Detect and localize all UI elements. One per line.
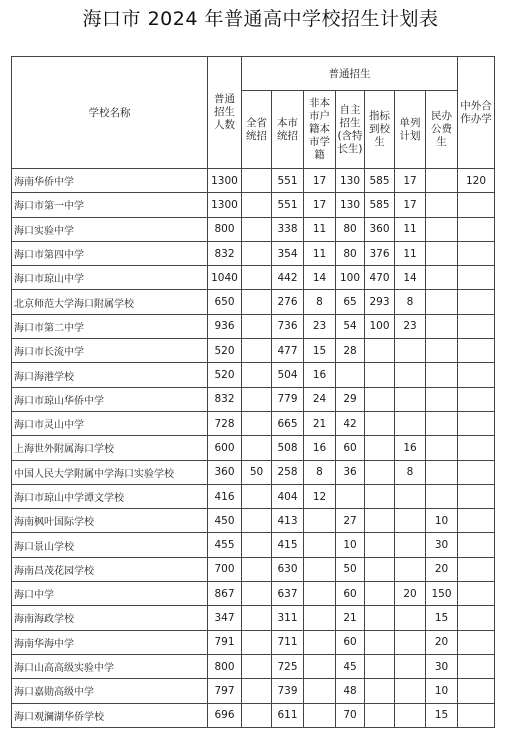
- autonomous-cell: 21: [336, 606, 365, 630]
- nonlocal-cell: 17: [304, 193, 336, 217]
- separate-cell: [395, 509, 426, 533]
- separate-cell: [395, 630, 426, 654]
- nonlocal-cell: [304, 557, 336, 581]
- city-cell: 551: [272, 169, 304, 193]
- total-cell: 867: [208, 582, 242, 606]
- table-row: [12, 387, 495, 411]
- provincial-cell: [242, 411, 272, 435]
- separate-cell: 17: [395, 169, 426, 193]
- provincial-cell: 50: [242, 460, 272, 484]
- table-row: [12, 606, 495, 630]
- nonlocal-cell: 8: [304, 460, 336, 484]
- total-cell: 700: [208, 557, 242, 581]
- provincial-cell: [242, 630, 272, 654]
- separate-cell: 8: [395, 290, 426, 314]
- provincial-cell: [242, 484, 272, 508]
- quota-cell: [365, 533, 395, 557]
- private-public-cell: 15: [426, 703, 458, 727]
- autonomous-cell: 60: [336, 582, 365, 606]
- private-public-cell: 10: [426, 679, 458, 703]
- autonomous-cell: 60: [336, 436, 365, 460]
- separate-cell: 14: [395, 266, 426, 290]
- quota-cell: 100: [365, 314, 395, 338]
- total-cell: 520: [208, 339, 242, 363]
- separate-cell: [395, 363, 426, 387]
- enrollment-plan-table: [11, 56, 495, 728]
- quota-cell: [365, 582, 395, 606]
- sino-foreign-cell: [458, 533, 495, 557]
- autonomous-cell: 50: [336, 557, 365, 581]
- city-cell: 415: [272, 533, 304, 557]
- header-autonomous: 自主招生(含特长生): [336, 91, 365, 169]
- sino-foreign-cell: [458, 703, 495, 727]
- quota-cell: [365, 703, 395, 727]
- separate-cell: 17: [395, 193, 426, 217]
- autonomous-cell: 60: [336, 630, 365, 654]
- private-public-cell: 10: [426, 509, 458, 533]
- school-name-cell: 海口观澜湖华侨学校: [12, 703, 208, 727]
- table-row: [12, 509, 495, 533]
- quota-cell: 470: [365, 266, 395, 290]
- provincial-cell: [242, 193, 272, 217]
- city-cell: 711: [272, 630, 304, 654]
- sino-foreign-cell: [458, 606, 495, 630]
- city-cell: 276: [272, 290, 304, 314]
- autonomous-cell: 42: [336, 411, 365, 435]
- city-cell: 504: [272, 363, 304, 387]
- header-nonlocal: 非本市户籍本市学籍: [304, 91, 336, 169]
- sino-foreign-cell: [458, 314, 495, 338]
- sino-foreign-cell: 120: [458, 169, 495, 193]
- city-cell: 736: [272, 314, 304, 338]
- separate-cell: [395, 679, 426, 703]
- quota-cell: [365, 363, 395, 387]
- separate-cell: [395, 557, 426, 581]
- school-name-cell: 上海世外附属海口学校: [12, 436, 208, 460]
- school-name-cell: 海口市琼山中学: [12, 266, 208, 290]
- autonomous-cell: 65: [336, 290, 365, 314]
- separate-cell: [395, 654, 426, 678]
- separate-cell: [395, 533, 426, 557]
- private-public-cell: [426, 266, 458, 290]
- total-cell: 520: [208, 363, 242, 387]
- nonlocal-cell: [304, 703, 336, 727]
- sino-foreign-cell: [458, 654, 495, 678]
- school-name-cell: 海南海政学校: [12, 606, 208, 630]
- total-cell: 800: [208, 654, 242, 678]
- school-name-cell: 中国人民大学附属中学海口实验学校: [12, 460, 208, 484]
- quota-cell: [365, 339, 395, 363]
- total-cell: 1300: [208, 169, 242, 193]
- separate-cell: [395, 484, 426, 508]
- total-cell: 1300: [208, 193, 242, 217]
- header-private-public: 民办公费生: [426, 91, 458, 169]
- table-row: [12, 654, 495, 678]
- header-quota: 指标到校生: [365, 91, 395, 169]
- header-school-name: 学校名称: [12, 57, 208, 169]
- school-name-cell: 海南华侨中学: [12, 169, 208, 193]
- nonlocal-cell: [304, 654, 336, 678]
- sino-foreign-cell: [458, 582, 495, 606]
- autonomous-cell: 29: [336, 387, 365, 411]
- sino-foreign-cell: [458, 217, 495, 241]
- sino-foreign-cell: [458, 339, 495, 363]
- nonlocal-cell: [304, 509, 336, 533]
- total-cell: 347: [208, 606, 242, 630]
- nonlocal-cell: 11: [304, 217, 336, 241]
- autonomous-cell: 70: [336, 703, 365, 727]
- sino-foreign-cell: [458, 630, 495, 654]
- private-public-cell: [426, 241, 458, 265]
- separate-cell: [395, 387, 426, 411]
- table-row: [12, 169, 495, 193]
- table-row: [12, 460, 495, 484]
- nonlocal-cell: 16: [304, 363, 336, 387]
- provincial-cell: [242, 217, 272, 241]
- provincial-cell: [242, 582, 272, 606]
- school-name-cell: 海南昌茂花园学校: [12, 557, 208, 581]
- autonomous-cell: [336, 363, 365, 387]
- header-general-group: 普通招生: [242, 57, 458, 91]
- autonomous-cell: 80: [336, 241, 365, 265]
- table-row: [12, 703, 495, 727]
- autonomous-cell: 130: [336, 193, 365, 217]
- school-name-cell: 海口市第二中学: [12, 314, 208, 338]
- table-row: [12, 533, 495, 557]
- city-cell: 338: [272, 217, 304, 241]
- private-public-cell: [426, 411, 458, 435]
- city-cell: 739: [272, 679, 304, 703]
- city-cell: 442: [272, 266, 304, 290]
- total-cell: 360: [208, 460, 242, 484]
- quota-cell: [365, 460, 395, 484]
- nonlocal-cell: [304, 630, 336, 654]
- separate-cell: [395, 606, 426, 630]
- quota-cell: [365, 679, 395, 703]
- autonomous-cell: 48: [336, 679, 365, 703]
- total-cell: 1040: [208, 266, 242, 290]
- nonlocal-cell: [304, 679, 336, 703]
- table-row: [12, 363, 495, 387]
- city-cell: 413: [272, 509, 304, 533]
- school-name-cell: 海口市第一中学: [12, 193, 208, 217]
- quota-cell: [365, 606, 395, 630]
- provincial-cell: [242, 169, 272, 193]
- table-row: [12, 266, 495, 290]
- private-public-cell: [426, 339, 458, 363]
- provincial-cell: [242, 679, 272, 703]
- header-total: 普通招生人数: [208, 57, 242, 169]
- private-public-cell: 15: [426, 606, 458, 630]
- school-name-cell: 海南枫叶国际学校: [12, 509, 208, 533]
- sino-foreign-cell: [458, 387, 495, 411]
- school-name-cell: 海口市第四中学: [12, 241, 208, 265]
- table-row: [12, 582, 495, 606]
- sino-foreign-cell: [458, 436, 495, 460]
- school-name-cell: 海南华海中学: [12, 630, 208, 654]
- provincial-cell: [242, 314, 272, 338]
- sino-foreign-cell: [458, 679, 495, 703]
- private-public-cell: 30: [426, 533, 458, 557]
- total-cell: 416: [208, 484, 242, 508]
- private-public-cell: [426, 484, 458, 508]
- city-cell: 630: [272, 557, 304, 581]
- header-city: 本市统招: [272, 91, 304, 169]
- quota-cell: [365, 484, 395, 508]
- private-public-cell: 20: [426, 557, 458, 581]
- private-public-cell: [426, 387, 458, 411]
- nonlocal-cell: 8: [304, 290, 336, 314]
- nonlocal-cell: [304, 582, 336, 606]
- provincial-cell: [242, 290, 272, 314]
- provincial-cell: [242, 387, 272, 411]
- total-cell: 791: [208, 630, 242, 654]
- table-row: [12, 411, 495, 435]
- quota-cell: [365, 436, 395, 460]
- nonlocal-cell: 23: [304, 314, 336, 338]
- school-name-cell: 北京师范大学海口附属学校: [12, 290, 208, 314]
- school-name-cell: 海口市灵山中学: [12, 411, 208, 435]
- autonomous-cell: 36: [336, 460, 365, 484]
- quota-cell: [365, 630, 395, 654]
- sino-foreign-cell: [458, 363, 495, 387]
- quota-cell: 360: [365, 217, 395, 241]
- sino-foreign-cell: [458, 241, 495, 265]
- private-public-cell: [426, 436, 458, 460]
- provincial-cell: [242, 654, 272, 678]
- nonlocal-cell: 17: [304, 169, 336, 193]
- private-public-cell: [426, 217, 458, 241]
- sino-foreign-cell: [458, 460, 495, 484]
- table-row: [12, 339, 495, 363]
- autonomous-cell: 80: [336, 217, 365, 241]
- separate-cell: 11: [395, 217, 426, 241]
- table-row: [12, 679, 495, 703]
- nonlocal-cell: 14: [304, 266, 336, 290]
- city-cell: 637: [272, 582, 304, 606]
- school-name-cell: 海口中学: [12, 582, 208, 606]
- separate-cell: 20: [395, 582, 426, 606]
- sino-foreign-cell: [458, 557, 495, 581]
- total-cell: 832: [208, 241, 242, 265]
- table-row: [12, 630, 495, 654]
- city-cell: 477: [272, 339, 304, 363]
- quota-cell: [365, 557, 395, 581]
- sino-foreign-cell: [458, 509, 495, 533]
- school-name-cell: 海口海港学校: [12, 363, 208, 387]
- quota-cell: [365, 509, 395, 533]
- city-cell: 779: [272, 387, 304, 411]
- city-cell: 258: [272, 460, 304, 484]
- autonomous-cell: 130: [336, 169, 365, 193]
- nonlocal-cell: 24: [304, 387, 336, 411]
- table-row: [12, 557, 495, 581]
- private-public-cell: 150: [426, 582, 458, 606]
- city-cell: 311: [272, 606, 304, 630]
- total-cell: 800: [208, 217, 242, 241]
- school-name-cell: 海口山高高级实验中学: [12, 654, 208, 678]
- table-row: [12, 193, 495, 217]
- private-public-cell: [426, 314, 458, 338]
- nonlocal-cell: [304, 606, 336, 630]
- city-cell: 508: [272, 436, 304, 460]
- total-cell: 450: [208, 509, 242, 533]
- city-cell: 665: [272, 411, 304, 435]
- city-cell: 354: [272, 241, 304, 265]
- autonomous-cell: 54: [336, 314, 365, 338]
- city-cell: 404: [272, 484, 304, 508]
- private-public-cell: [426, 363, 458, 387]
- separate-cell: 8: [395, 460, 426, 484]
- provincial-cell: [242, 557, 272, 581]
- table-row: [12, 290, 495, 314]
- provincial-cell: [242, 241, 272, 265]
- city-cell: 611: [272, 703, 304, 727]
- private-public-cell: [426, 290, 458, 314]
- nonlocal-cell: [304, 533, 336, 557]
- table-row: [12, 436, 495, 460]
- private-public-cell: 20: [426, 630, 458, 654]
- quota-cell: [365, 654, 395, 678]
- autonomous-cell: 10: [336, 533, 365, 557]
- city-cell: 551: [272, 193, 304, 217]
- autonomous-cell: 100: [336, 266, 365, 290]
- table-row: [12, 314, 495, 338]
- nonlocal-cell: 11: [304, 241, 336, 265]
- total-cell: 455: [208, 533, 242, 557]
- provincial-cell: [242, 436, 272, 460]
- sino-foreign-cell: [458, 411, 495, 435]
- quota-cell: 585: [365, 193, 395, 217]
- nonlocal-cell: 21: [304, 411, 336, 435]
- school-name-cell: 海口景山学校: [12, 533, 208, 557]
- school-name-cell: 海口嘉勋高级中学: [12, 679, 208, 703]
- separate-cell: [395, 703, 426, 727]
- separate-cell: [395, 339, 426, 363]
- provincial-cell: [242, 266, 272, 290]
- header-sino-foreign: 中外合作办学: [458, 57, 495, 169]
- private-public-cell: [426, 193, 458, 217]
- private-public-cell: 30: [426, 654, 458, 678]
- separate-cell: 11: [395, 241, 426, 265]
- autonomous-cell: [336, 484, 365, 508]
- quota-cell: 585: [365, 169, 395, 193]
- header-separate: 单列计划: [395, 91, 426, 169]
- nonlocal-cell: 15: [304, 339, 336, 363]
- total-cell: 936: [208, 314, 242, 338]
- total-cell: 728: [208, 411, 242, 435]
- provincial-cell: [242, 509, 272, 533]
- sino-foreign-cell: [458, 266, 495, 290]
- table-body: [12, 169, 495, 728]
- provincial-cell: [242, 339, 272, 363]
- school-name-cell: 海口市长流中学: [12, 339, 208, 363]
- sino-foreign-cell: [458, 484, 495, 508]
- table-row: [12, 217, 495, 241]
- provincial-cell: [242, 533, 272, 557]
- quota-cell: [365, 411, 395, 435]
- sino-foreign-cell: [458, 290, 495, 314]
- total-cell: 600: [208, 436, 242, 460]
- school-name-cell: 海口市琼山中学谭文学校: [12, 484, 208, 508]
- sino-foreign-cell: [458, 193, 495, 217]
- table-row: [12, 484, 495, 508]
- autonomous-cell: 27: [336, 509, 365, 533]
- school-name-cell: 海口市琼山华侨中学: [12, 387, 208, 411]
- provincial-cell: [242, 703, 272, 727]
- total-cell: 797: [208, 679, 242, 703]
- provincial-cell: [242, 606, 272, 630]
- autonomous-cell: 45: [336, 654, 365, 678]
- separate-cell: 23: [395, 314, 426, 338]
- nonlocal-cell: 16: [304, 436, 336, 460]
- total-cell: 832: [208, 387, 242, 411]
- quota-cell: [365, 387, 395, 411]
- separate-cell: 16: [395, 436, 426, 460]
- school-name-cell: 海口实验中学: [12, 217, 208, 241]
- quota-cell: 376: [365, 241, 395, 265]
- total-cell: 696: [208, 703, 242, 727]
- quota-cell: 293: [365, 290, 395, 314]
- city-cell: 725: [272, 654, 304, 678]
- total-cell: 650: [208, 290, 242, 314]
- separate-cell: [395, 411, 426, 435]
- private-public-cell: [426, 169, 458, 193]
- nonlocal-cell: 12: [304, 484, 336, 508]
- header-provincial: 全省统招: [242, 91, 272, 169]
- autonomous-cell: 28: [336, 339, 365, 363]
- private-public-cell: [426, 460, 458, 484]
- page-title: 海口市 2024 年普通高中学校招生计划表: [82, 8, 439, 30]
- provincial-cell: [242, 363, 272, 387]
- table-row: [12, 241, 495, 265]
